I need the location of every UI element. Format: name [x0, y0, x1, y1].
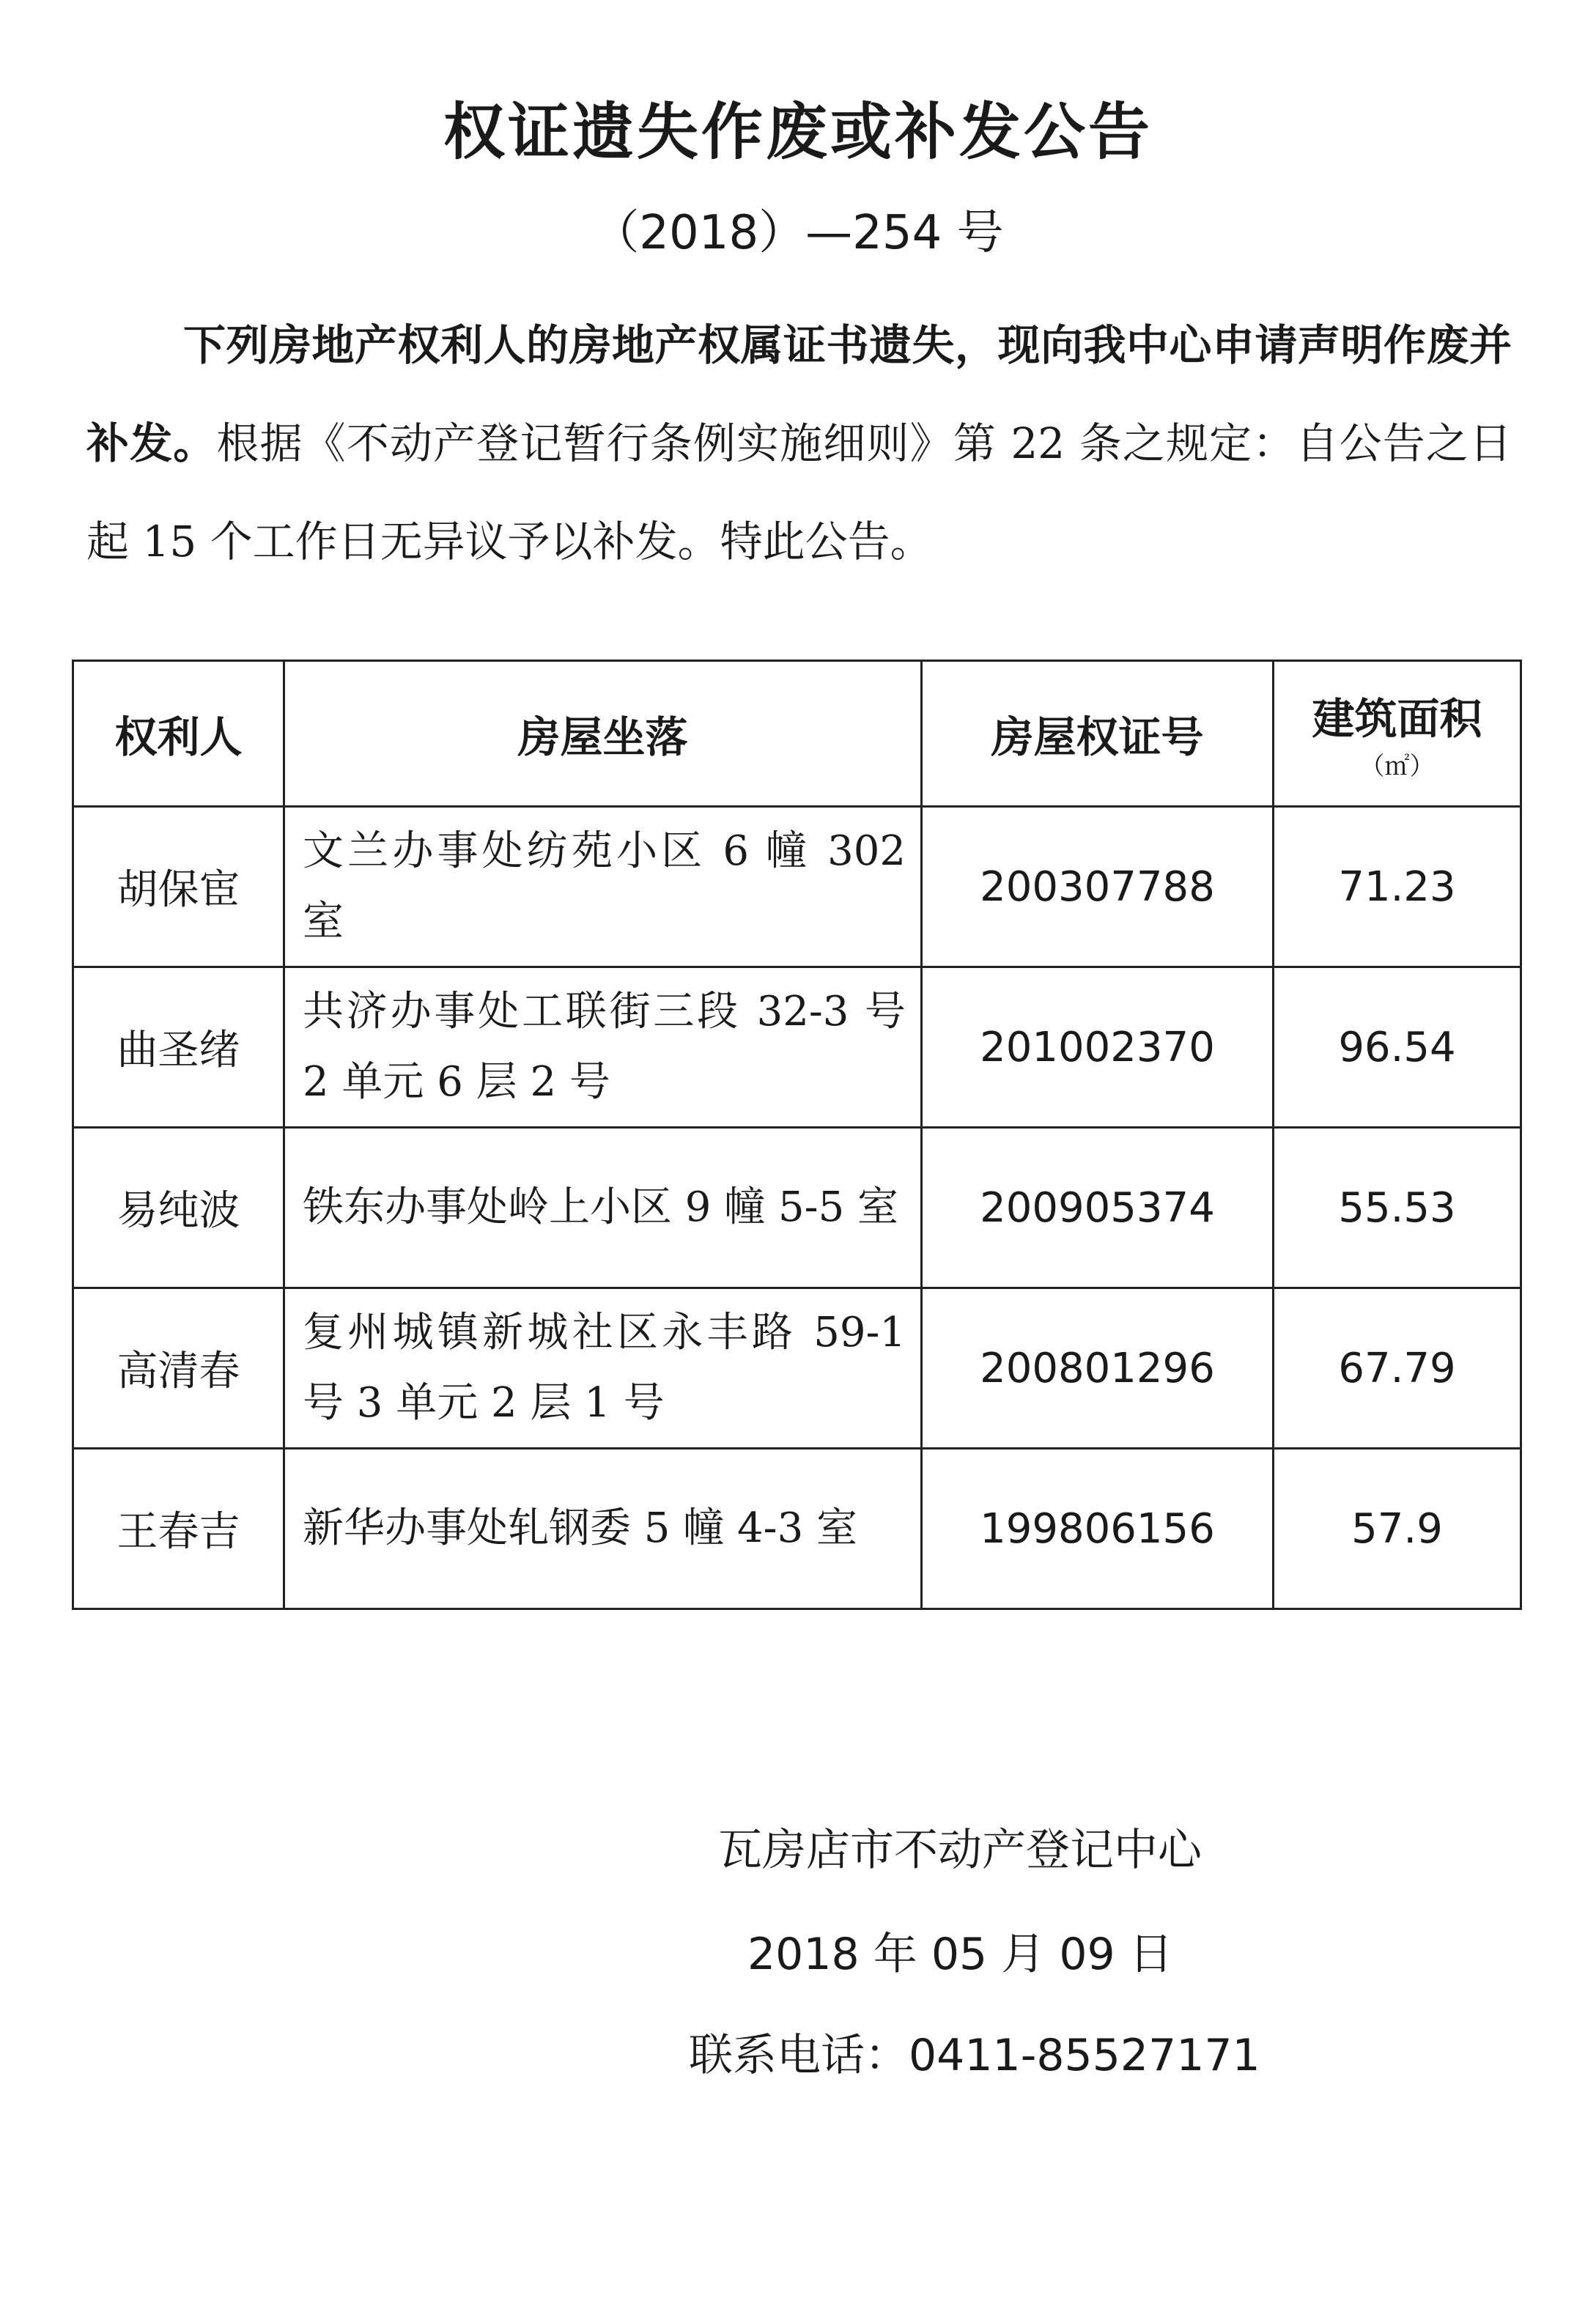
cell-area: 55.53 — [1274, 1128, 1521, 1288]
cell-area: 96.54 — [1274, 967, 1521, 1128]
intro-paragraph — [86, 296, 1512, 591]
header-holder: 权利人 — [73, 661, 284, 807]
cell-holder: 胡保宦 — [73, 807, 284, 967]
table-row — [73, 807, 1521, 967]
issue-date: 2018 年 05 月 09 日 — [747, 1929, 1173, 1980]
cell-holder: 易纯波 — [73, 1128, 284, 1288]
table-row — [73, 967, 1521, 1128]
cell-cert: 200801296 — [922, 1288, 1274, 1449]
header-area — [1274, 661, 1521, 807]
cell-cert: 200905374 — [922, 1128, 1274, 1288]
cell-area: 57.9 — [1274, 1449, 1521, 1609]
contact-phone: 联系电话：0411-85527171 — [689, 2030, 1260, 2081]
header-area-unit: （㎡） — [1359, 752, 1435, 781]
cell-location: 铁东办事处岭上小区 9 幢 5-5 室 — [284, 1128, 922, 1288]
table-row — [73, 1288, 1521, 1449]
issuing-organization: 瓦房店市不动产登记中心 — [718, 1825, 1202, 1876]
notice-number: （2018）—254 号 — [592, 206, 1004, 260]
cell-cert: 200307788 — [922, 807, 1274, 967]
cell-location: 新华办事处轧钢委 5 幢 4-3 室 — [284, 1449, 922, 1609]
cell-area: 67.79 — [1274, 1288, 1521, 1449]
cell-holder: 王春吉 — [73, 1449, 284, 1609]
table-header-row — [73, 661, 1521, 807]
page-title: 权证遗失作废或补发公告 — [443, 96, 1153, 168]
table-row — [73, 1449, 1521, 1609]
cell-holder: 高清春 — [73, 1288, 284, 1449]
records-table — [72, 660, 1522, 1610]
table-row — [73, 1128, 1521, 1288]
header-cert: 房屋权证号 — [922, 661, 1274, 807]
intro-rest-text: 根据《不动产登记暂行条例实施细则》第 22 条之规定：自公告之日起 15 个工作日无异议予以补发。特此公告。 — [86, 418, 1512, 566]
cell-location: 复州城镇新城社区永丰路 59-1 号 3 单元 2 层 1 号 — [284, 1288, 922, 1449]
cell-area: 71.23 — [1274, 807, 1521, 967]
intro-bold-text: 下列房地产权利人的房地产权属证书遗失，现向我中心申请声明作废并补发。 — [86, 320, 1512, 468]
header-area-label: 建筑面积 — [1312, 694, 1482, 744]
cell-holder: 曲圣绪 — [73, 967, 284, 1128]
cell-cert: 199806156 — [922, 1449, 1274, 1609]
cell-location: 共济办事处工联街三段 32-3 号 2 单元 6 层 2 号 — [284, 967, 922, 1128]
header-location: 房屋坐落 — [284, 661, 922, 807]
cell-location: 文兰办事处纺苑小区 6 幢 302 室 — [284, 807, 922, 967]
cell-cert: 201002370 — [922, 967, 1274, 1128]
